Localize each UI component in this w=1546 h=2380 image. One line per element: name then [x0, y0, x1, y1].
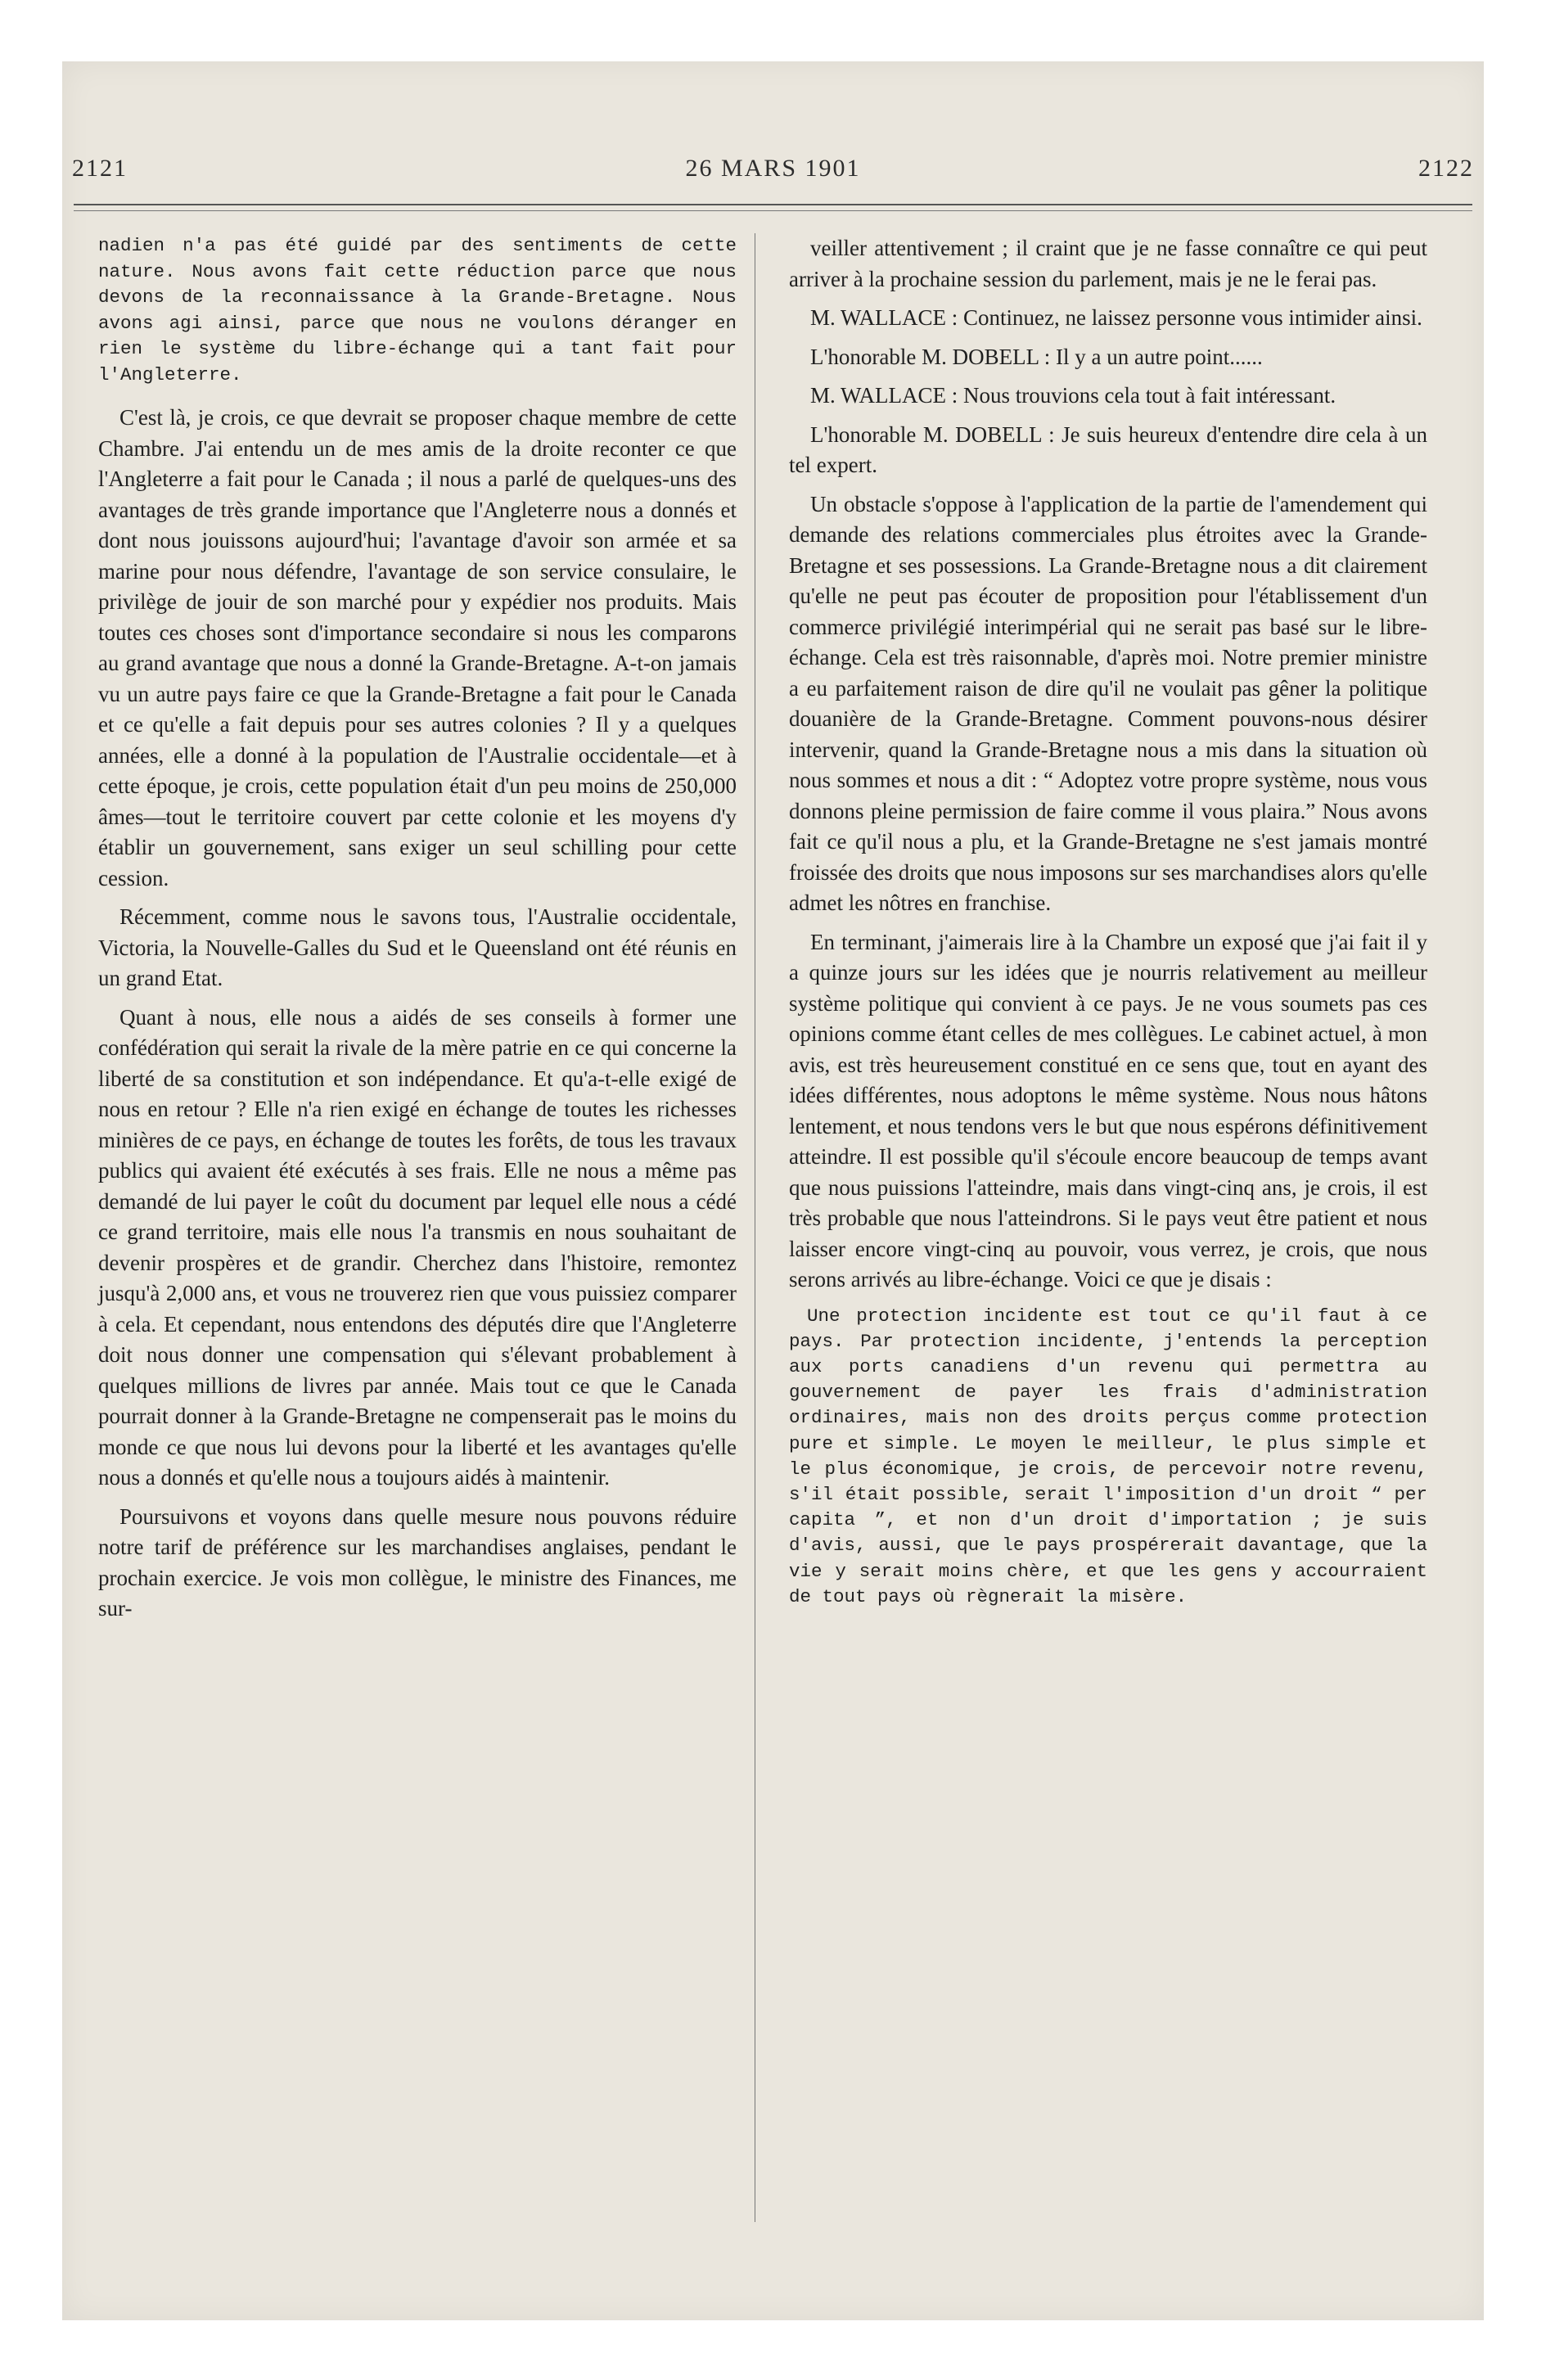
right-paragraph-7: En terminant, j'aimerais lire à la Chambre un exposé que j'ai fait il y a quinze jours sur les idées que je nourris relativement au meilleur système politique qui convient à ce pays. Je ne vous soumets pas ces opinions comme étant celles de mes collègues. Le cabinet actuel, à mon avis, est très heureusement constitué en ce sens que, tout en ayant des idées différentes, nous adoptons le même système. Nous nous hâtons lentement, et nous tendons vers le but que nous espérons définitivement atteindre. Il est possible qu'il s'écoule encore beaucoup de temps avant que nous puissions l'atteindre, mais dans vingt-cinq ans, je crois, il est très probable que nous l'atteindrons. Si le pays veut être patient et nous laisser encore vingt-cinq au pouvoir, vous verrez, je crois, que nous serons arrivés au libre-échange. Voici ce que je disais : — [789, 929, 1427, 1291]
right-paragraph-6: Un obstacle s'oppose à l'application de la partie de l'amendement qui demande des relations commerciales plus étroites avec la Grande-Bretagne et ses possessions. La Grande-Bretagne nous a dit clairement qu'elle ne peut pas écouter de proposition pour l'établissement d'un commerce privilégié interimpérial qui ne serait pas basé sur le libre-échange. Cela est très raisonnable, d'après moi. Notre premier ministre a eu parfaitement raison de dire qu'il ne voulait pas gêner la politique douanière de la Grande-Bretagne. Comment pouvons-nous désirer intervenir, quand la Grande-Bretagne nous a mis dans la situation où nous sommes et nous a dit : “ Adoptez votre propre système, nous vous donnons pleine permission de faire comme il vous plaira.” Nous avons fait ce qu'il nous a plu, et la Grande-Bretagne ne s'est jamais montré froissée des droits que nous imposons sur ses marchandises alors qu'elle admet les nôtres en franchise. — [789, 491, 1427, 915]
right-column — [789, 233, 1427, 1618]
left-paragraph-2: C'est là, je crois, ce que devrait se proposer chaque membre de cette Chambre. J'ai entendu un de mes amis de la droite reconter ce que l'Angleterre a fait pour le Canada ; il nous a parlé de quelques-uns des avantages de très grande importance que l'Angleterre nous a donnés et dont nous jouissons aujourd'hui; l'avantage d'avoir son armée et sa marine pour nous défendre, l'avantage de son service consulaire, le privilège de jouir de son marché pour y expédier nos produits. Mais toutes ces choses sont d'importance secondaire si nous les comparons au grand avantage que nous a donné la Grande-Bretagne. A-t-on jamais vu un autre pays faire ce que la Grande-Bretagne a fait pour le Canada et ce qu'elle a fait depuis pour ses autres colonies ? Il y a quelques années, elle a donné à la population de l'Australie occidentale—et à cette époque, je crois, cette population était d'un peu moins de 250,000 âmes—tout le territoire couvert par cette colonie et les moyens d'y établir un gouvernement, sans exiger un seul schilling pour cette cession. — [98, 405, 737, 890]
left-paragraph-4: Quant à nous, elle nous a aidés de ses conseils à former une confédération qui serait la rivale de la mère patrie en ce qui concerne la liberté de sa constitution et son indépendance. Et qu'a-t-elle exigé de nous en retour ? Elle n'a rien exigé en échange de toutes les richesses minières de ce pays, en échange de toutes les forêts, de tous les travaux publics qui avaient été exécutés à ses frais. Elle ne nous a même pas demandé de lui payer le coût du document par lequel elle nous a cédé ce grand territoire, mais elle nous l'a transmis en nous souhaitant de devenir prospères et de grandir. Cherchez dans l'histoire, remontez jusqu'à 2,000 ans, et vous ne trouverez rien que vous puissiez comparer à cela. Et cependant, nous entendons des députés dire que l'Angleterre doit nous donner une compensation qui s'élevant probablement à quelques millions de livres par année. Mais tout ce que le Canada pourrait donner à la Grande-Bretagne ne compenserait pas le moins du monde ce que nous lui devons pour la liberté et les avantages qu'elle nous a donnés et qu'elle nous a toujours aidés à maintenir. — [98, 1004, 737, 1490]
left-paragraph-1: nadien n'a pas été guidé par des sentiments de cette nature. Nous avons fait cette réduction parce que nous devons de la reconnaissance à la Grande-Bretagne. Nous avons agi ainsi, parce que nous ne voulons déranger en rien le système du libre-échange qui a tant fait pour l'Angleterre. — [98, 235, 737, 385]
left-paragraph-5: Poursuivons et voyons dans quelle mesure nous pouvons réduire notre tarif de préférence sur les marchandises anglaises, pendant le prochain exercice. Je vois mon collègue, le ministre des Finances, me sur- — [98, 1503, 737, 1620]
right-paragraph-2: M. WALLACE : Continuez, ne laissez personne vous intimider ainsi. — [810, 305, 1422, 330]
quoted-passage: Une protection incidente est tout ce qu'il faut à ce pays. Par protection incidente, j'entends la perception aux ports canadiens d'un revenu qui permettra au gouvernement de payer les frais d'administration ordinaires, mais non des droits perçus comme protection pure et simple. Le moyen le meilleur, le plus simple et le plus économique, je crois, de percevoir notre revenu, s'il était possible, serait l'imposition d'un droit “ per capita ”, et non d'un droit d'importation ; je suis d'avis, aussi, que le pays prospérerait davantage, que la vie y serait moins chère, et que les gens y accourraient de tout pays où règnerait la misère. — [789, 1305, 1427, 1607]
header-date: 26 MARS 1901 — [685, 155, 861, 182]
right-paragraph-4: M. WALLACE : Nous trouvions cela tout à fait intéressant. — [810, 383, 1336, 408]
right-paragraph-1: veiller attentivement ; il craint que je ne fasse connaître ce qui peut arriver à la prochaine session du parlement, mais je ne le ferai pas. — [789, 236, 1427, 291]
right-paragraph-5: L'honorable M. DOBELL : Je suis heureux d'entendre dire cela à un tel expert. — [789, 421, 1427, 477]
header-rule — [74, 204, 1472, 217]
hansard-page — [62, 61, 1484, 2320]
right-paragraph-3: L'honorable M. DOBELL : Il y a un autre point...... — [810, 344, 1263, 369]
header-rule-bottom — [74, 210, 1472, 211]
left-column — [98, 233, 737, 1633]
scanned-page — [62, 61, 1484, 2320]
left-paragraph-3: Récemment, comme nous le savons tous, l'Australie occidentale, Victoria, la Nouvelle-Galles du Sud et le Queensland ont été réunis en un grand Etat. — [98, 904, 737, 990]
left-page-number: 2121 — [72, 155, 128, 182]
page-header — [62, 155, 1484, 191]
right-page-number: 2122 — [1418, 155, 1474, 182]
header-rule-top — [74, 204, 1472, 205]
